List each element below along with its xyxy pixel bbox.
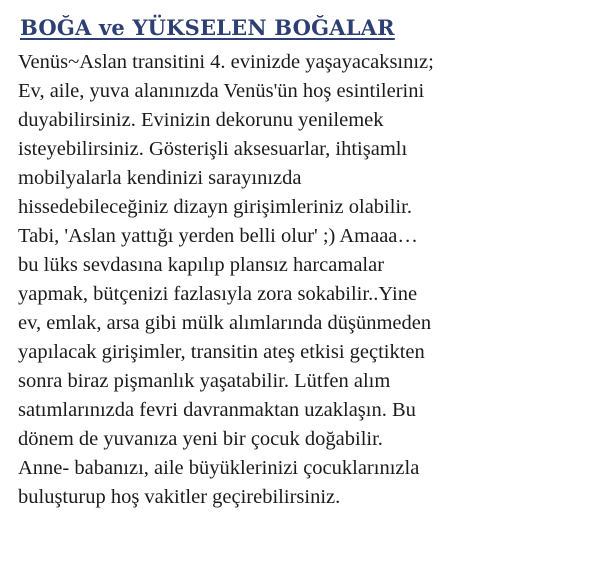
body-line: buluşturup hoş vakitler geçirebilirsiniz. — [18, 486, 341, 508]
body-line: hissedebileceğiniz dizayn girişimleriniz olabilir. — [18, 196, 412, 218]
body-line: duyabilirsiniz. Evinizin dekorunu yenilemek — [18, 109, 384, 131]
article-body — [18, 48, 608, 512]
body-line: Ev, aile, yuva alanınızda Venüs'ün hoş esintilerini — [18, 80, 425, 102]
body-line: Tabi, 'Aslan yattığı yerden belli olur' ;) Amaaa… — [18, 225, 418, 247]
body-line: yapılacak girişimler, transitin ateş etkisi geçtikten — [18, 341, 425, 363]
body-line: satımlarınızda fevri davranmaktan uzaklaşın. Bu — [18, 399, 416, 421]
body-line: dönem de yuvanıza yeni bir çocuk doğabilir. — [18, 428, 383, 450]
body-line: mobilyalarla kendinizi sarayınızda — [18, 167, 302, 189]
body-line: sonra biraz pişmanlık yaşatabilir. Lütfen alım — [18, 370, 391, 392]
body-line: ev, emlak, arsa gibi mülk alımlarında düşünmeden — [18, 312, 432, 334]
horoscope-article — [18, 14, 608, 512]
body-line: Venüs~Aslan transitini 4. evinizde yaşayacaksınız; — [18, 51, 434, 73]
body-line: isteyebilirsiniz. Gösterişli aksesuarlar, ihtişamlı — [18, 138, 408, 160]
body-line: bu lüks sevdasına kapılıp plansız harcamalar — [18, 254, 385, 276]
body-line: Anne- babanızı, aile büyüklerinizi çocuklarınızla — [18, 457, 420, 479]
body-line: yapmak, bütçenizi fazlasıyla zora sokabilir..Yine — [18, 283, 418, 305]
article-title: BOĞA ve YÜKSELEN BOĞALAR — [20, 15, 395, 40]
